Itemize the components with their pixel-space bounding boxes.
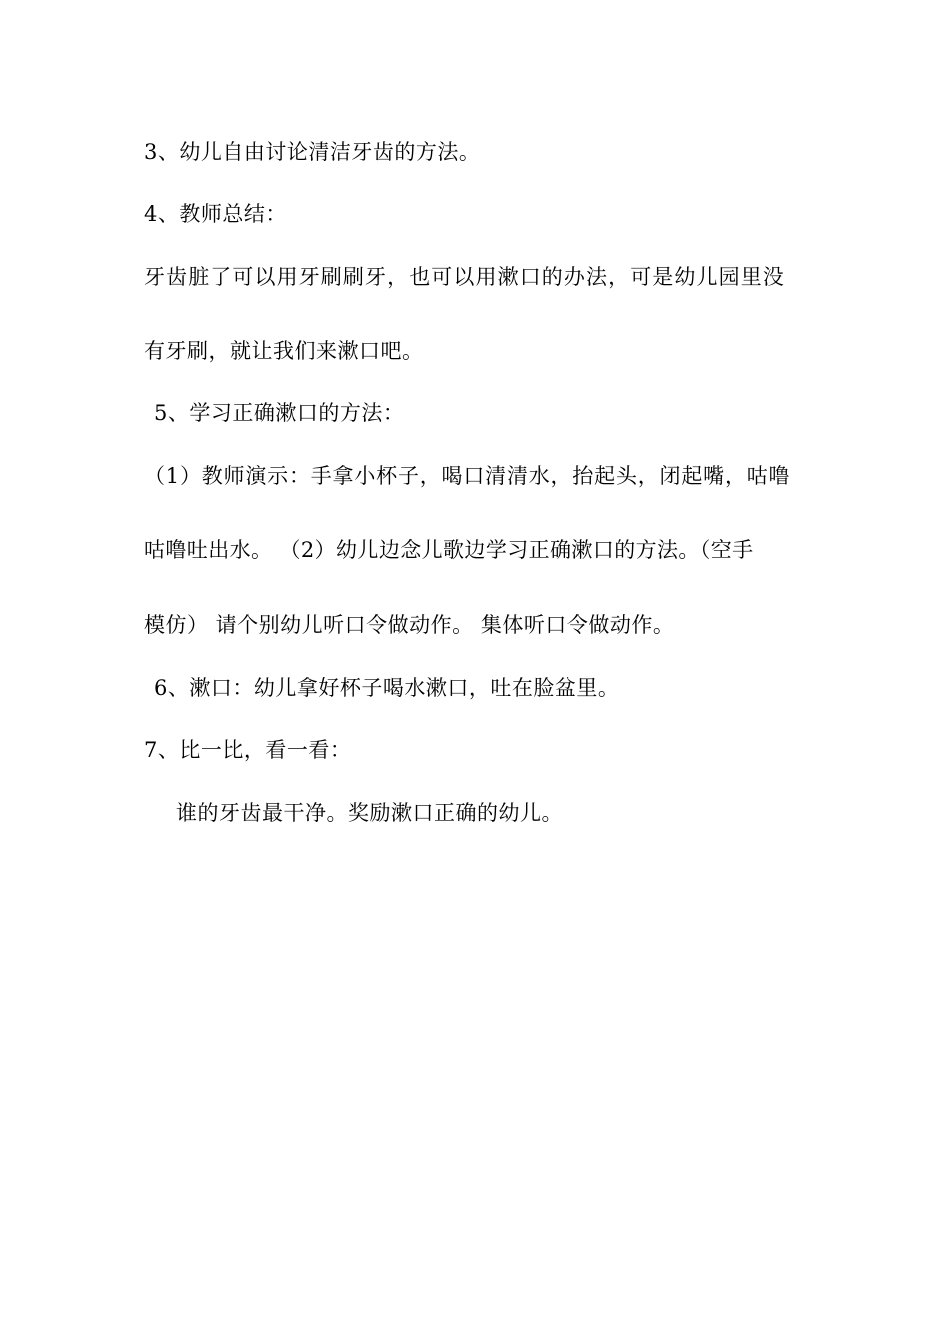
step-5-text-line-1: （1）教师演示：手拿小杯子，喝口清清水，抬起头，闭起嘴，咕噜 xyxy=(144,464,791,488)
summary-text-line-1: 牙齿脏了可以用牙刷刷牙，也可以用漱口的办法，可是幼儿园里没 xyxy=(144,265,785,289)
summary-text-line-2: 有牙刷，就让我们来漱口吧。 xyxy=(144,339,424,363)
step-6-text: 6、漱口：幼儿拿好杯子喝水漱口，吐在脸盆里。 xyxy=(154,676,620,700)
step-5-text-line-3: 模仿） 请个别幼儿听口令做动作。 集体听口令做动作。 xyxy=(144,613,675,637)
step-5-text-line-2: 咕噜吐出水。 （2）幼儿边念儿歌边学习正确漱口的方法。（空手 xyxy=(144,538,754,562)
step-3-text: 3、幼儿自由讨论清洁牙齿的方法。 xyxy=(144,140,481,164)
step-7-text: 谁的牙齿最干净。奖励漱口正确的幼儿。 xyxy=(176,801,563,825)
step-4-heading: 4、教师总结： xyxy=(144,202,287,226)
step-5-heading: 5、学习正确漱口的方法： xyxy=(154,401,405,425)
step-7-heading: 7、比一比，看一看： xyxy=(144,738,352,762)
